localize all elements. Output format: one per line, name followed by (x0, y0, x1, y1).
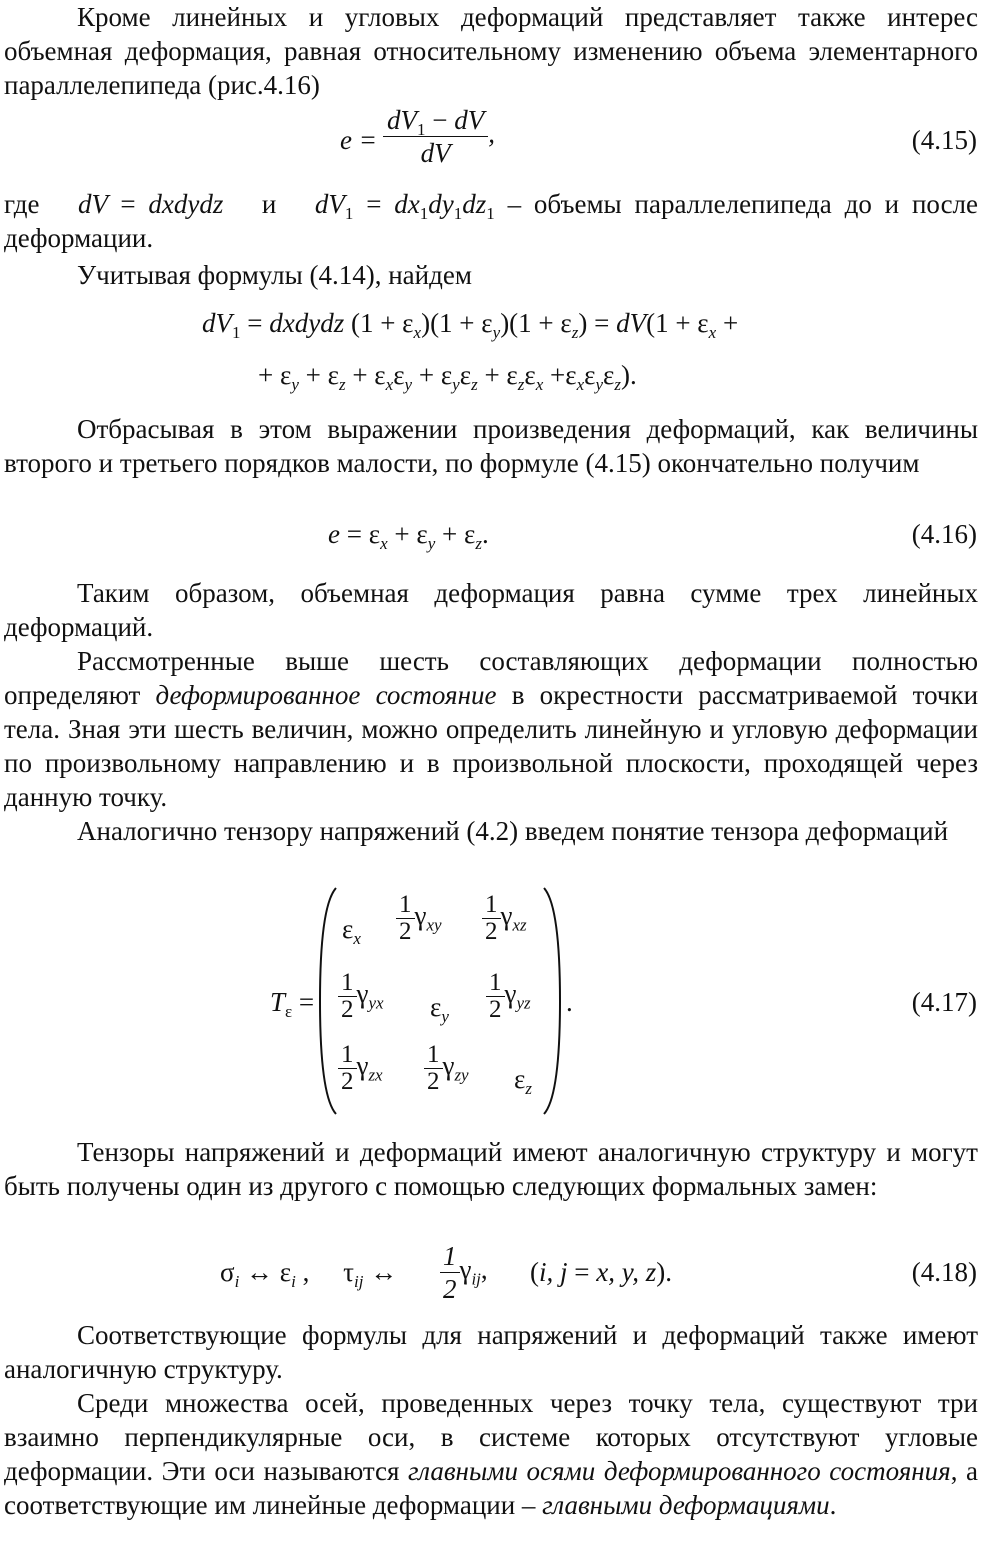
equation-4-15: e = $\frac{dV_1 - dV}{dV}$ , (4.15) (340, 105, 977, 168)
paragraph-principal-axes: Среди множества осей, проведенных через точку тела, существуют три взаимно перпендикулярные оси, в системе которых отсутствуют угловые деформации. Эти оси называются главными осями деформированного состояния, а соответствующие им линейные деформации – главными деформациями. (4, 1388, 979, 1520)
term-principal-axes: главными осями деформированного состояния (408, 1456, 951, 1486)
paragraph-deformed-state: Рассмотренные выше шесть составляющих деформации полностью определяют деформированное состояние в окрестности рассматриваемой точки тела. Зная эти шесть величин, можно определить линейную и угловую деформации по произвольному направлению и в произвольной плоскости, проходящей через данную точку. (4, 646, 979, 812)
equation-number: (4.18) (911, 1257, 977, 1287)
strain-tensor-matrix: $\varepsilon_x$ $\frac{1}{2}$ $\gamma_{xy}$ $\frac{1}{2}$ $\gamma_{xz}$ $\frac{1}{2}$ $\gamma_{yx}$ $\varepsilon_y$ $\frac{1}{2}$ $\gamma_{yz}$ $\frac{1}{2}$ $\gamma_{zx}$ $\frac{1}{2}$ $\gamma_{zy}$ $\varepsilon_z$ (330, 886, 560, 1114)
paragraph-volumetric-strain-intro: Кроме линейных и угловых деформаций представляет также интерес объемная деформация, равная относительному изменению объема элементарного параллелепипеда (рис.4.16) (4, 2, 978, 100)
equation-number: (4.15) (911, 125, 977, 155)
term-deformed-state: деформированное состояние (155, 680, 497, 710)
equation-number: (4.16) (911, 519, 977, 549)
paragraph-volumetric-sum: Таким образом, объемная деформация равна сумме трех линейных деформаций. (4, 578, 978, 642)
paragraph-strain-tensor-intro: Аналогично тензору напряжений (4.2) введем понятие тензора деформаций (77, 816, 949, 846)
equation-number: (4.17) (911, 987, 977, 1017)
term-principal-strains: главными деформациями (542, 1490, 830, 1520)
paragraph-using-formulas: Учитывая формулы (4.14), найдем (77, 260, 472, 290)
paragraph-tensor-analogy: Тензоры напряжений и деформаций имеют аналогичную структуру и могут быть получены один из другого с помощью следующих формальных замен: (4, 1137, 978, 1201)
document-page: Кроме линейных и угловых деформаций представляет также интерес объемная деформация, равная относительному изменению объема элементарного параллелепипеда (рис.4.16) e = $\frac{dV_1 - dV}{dV}$ , (4.15) где dV = dxdydz и $dV_1 = dx_1dy_1dz_1$ – объемы параллелепипеда до и после деформации. Учитывая формулы (4.14), найдем $dV_1$ = dxdydz $(1 + \varepsilon_x)(1 + \varepsilon_y)(1 + \varepsilon_z) = dV(1 + \varepsilon_x$ + + $\varepsilon_y + \varepsilon_z + \varepsilon_x\varepsilon_y + \varepsilon_y\varepsilon_z + \varepsilon_z\varepsilon_x +\varepsilon_x\varepsilon_y\varepsilon_z$). Отбрасывая в этом выражении произведения деформаций, как величины второго и третьего порядков малости, по формуле (4.15) окончательно получим $e = \varepsilon_x + \varepsilon_y + \varepsilon_z$. (4.16) Таким образом, объемная деформация равна сумме трех линейных деформаций. Рассмотренные выше шесть составляющих деформации полностью определяют деформированное состояние в окрестности рассматриваемой точки тела. Зная эти шесть величин, можно определить линейную и угловую деформации по произвольному направлению и в произвольной плоскости, проходящей через данную точку. Аналогично тензору напряжений (4.2) введем понятие тензора деформаций $T_\varepsilon$ = . $\varepsilon_x$ $\frac{1}{2}$ $\gamma_{xy}$ $\frac{1}{2}$ $\gamma_{xz}$ $\frac{1}{2}$ $\gamma_{yx}$ $\varepsilon_y$ $\frac{1}{2}$ $\gamma_{yz}$ $\frac{1}{2}$ $\gamma_{zx}$ $\frac{1}{2}$ $\gamma_{zy}$ $\varepsilon_z$ (4.17) Тензоры напряжений и деформаций имеют аналогичную структуру и могут быть получены один из другого с помощью следующих формальных замен: $\sigma_i$ ↔ $\varepsilon_i$ , $\tau_{ij}$ ↔ $\frac{1}{2}$ $\gamma_{ij}$, (i, j = x, y, z). (4.18) Соответствующие формулы для напряжений и деформаций также имеют аналогичную структуру. Среди множества осей, проведенных через точку тела, существуют три взаимно перпендикулярные оси, в системе которых отсутствуют угловые деформации. Эти оси называются главными осями деформированного состояния, а соответствующие им линейные деформации – главными деформациями. (0, 0, 981, 1543)
paragraph-discard-products: Отбрасывая в этом выражении произведения деформаций, как величины второго и третьего порядков малости, по формуле (4.15) окончательно получим (4, 414, 978, 478)
paragraph-volume-definitions: где dV = dxdydz и $dV_1 = dx_1dy_1dz_1$ – объемы параллелепипеда до и после деформации. (4, 189, 979, 253)
paragraph-formulas-analogy: Соответствующие формулы для напряжений и деформаций также имеют аналогичную структуру. (4, 1320, 978, 1384)
equation-dv1-expansion: $dV_1$ = dxdydz $(1 + \varepsilon_x)(1 + \varepsilon_y)(1 + \varepsilon_z) = dV(1 + \varepsilon_x$ + + $\varepsilon_y + \varepsilon_z + \varepsilon_x\varepsilon_y + \varepsilon_y\varepsilon_z + \varepsilon_z\varepsilon_x +\varepsilon_x\varepsilon_y\varepsilon_z$). (202, 308, 739, 394)
equation-4-16: $e = \varepsilon_x + \varepsilon_y + \varepsilon_z$. (4.16) (328, 519, 977, 553)
equation-4-18: $\sigma_i$ ↔ $\varepsilon_i$ , $\tau_{ij}$ ↔ $\frac{1}{2}$ $\gamma_{ij}$, (i, j = x, y, z). (4.18) (220, 1241, 977, 1304)
